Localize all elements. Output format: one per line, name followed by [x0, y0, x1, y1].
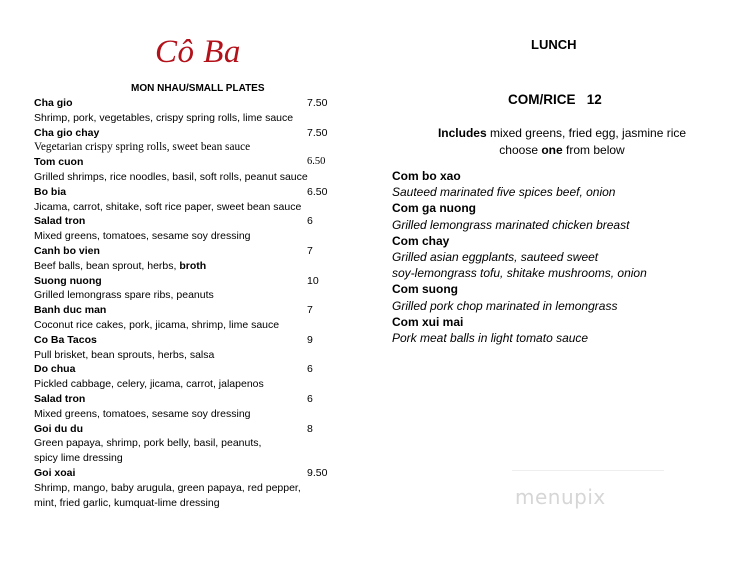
rice-item-description: Grilled lemongrass marinated chicken breast	[392, 217, 630, 232]
menu-item	[34, 422, 334, 466]
menupix-watermark: menupix	[515, 485, 606, 509]
includes-label: Includes	[437, 126, 487, 140]
menu-item-name: Bo bia	[34, 185, 67, 198]
rice-item	[392, 314, 732, 346]
menu-item-name: Suong nuong	[34, 274, 102, 287]
rice-item-description: Grilled asian eggplants, sauteed sweet	[392, 250, 599, 265]
menu-item-description	[34, 259, 334, 274]
rice-item-name: Com chay	[392, 233, 450, 248]
menu-item-price: 6.50	[307, 185, 328, 198]
menu-item-name: Co Ba Tacos	[34, 333, 97, 346]
choose-text-post: from below	[562, 142, 625, 157]
rice-item	[392, 233, 732, 282]
menu-item-description: Jicama, carrot, shitake, soft rice paper, sweet bean sauce	[34, 200, 302, 213]
menu-item-description: mint, fried garlic, kumquat-lime dressing	[34, 496, 220, 509]
menu-item	[34, 392, 334, 422]
menu-item-description-text: Beef balls, bean sprout, herbs,	[34, 259, 180, 272]
menu-item-name: Banh duc man	[34, 304, 107, 317]
menu-item-name: Salad tron	[34, 215, 86, 228]
menu-item	[34, 214, 334, 244]
menu-item-description: Vegetarian crispy spring rolls, sweet bean sauce	[34, 141, 251, 154]
menu-item-description: Shrimp, pork, vegetables, crispy spring rolls, lime sauce	[34, 111, 294, 124]
menu-item-price: 7	[307, 304, 313, 317]
menu-item-description: Pull brisket, bean sprouts, herbs, salsa	[34, 348, 215, 361]
rice-item-name: Com suong	[392, 282, 458, 297]
menu-item-price: 6.50	[307, 156, 326, 168]
menu-item-name: Cha gio chay	[34, 126, 100, 139]
rice-item-description: Sauteed marinated five spices beef, onion	[392, 185, 616, 200]
includes-text: mixed greens, fried egg, jasmine rice	[486, 126, 687, 140]
menu-item-description-bold: broth	[179, 259, 207, 272]
menu-item-price: 10	[307, 274, 319, 287]
rice-item-description: soy-lemongrass tofu, shitake mushrooms, onion	[392, 266, 647, 281]
rice-includes-note	[412, 125, 712, 158]
menu-item-price: 9.50	[307, 466, 328, 479]
menu-item-description: Mixed greens, tomatoes, sesame soy dressing	[34, 230, 251, 243]
menu-item	[34, 185, 334, 215]
menu-item-description: Green papaya, shrimp, pork belly, basil, peanuts,	[34, 437, 262, 450]
rice-item-description: Pork meat balls in light tomato sauce	[392, 331, 589, 346]
choose-text-bold: one	[541, 142, 563, 157]
menu-item-price: 6	[307, 392, 313, 405]
rice-item-name: Com xui mai	[392, 314, 464, 329]
menu-item	[34, 274, 334, 304]
menu-item	[34, 303, 334, 333]
menu-item-name: Cha gio	[34, 97, 73, 109]
menu-item-name: Do chua	[34, 363, 76, 376]
menu-item	[34, 333, 334, 363]
menu-item-name: Goi du du	[34, 422, 83, 435]
menu-item-description: spicy lime dressing	[34, 452, 123, 465]
choose-line	[412, 142, 712, 159]
menu-item-description: Coconut rice cakes, pork, jicama, shrimp, lime sauce	[34, 318, 280, 331]
menu-item-price: 7	[307, 244, 313, 257]
menu-item-price: 7.50	[307, 97, 328, 109]
rice-item-name: Com bo xao	[392, 169, 461, 183]
rice-item-description: Grilled pork chop marinated in lemongrass	[392, 298, 618, 313]
small-plates-title: MON NHAU/SMALL PLATES	[131, 83, 265, 94]
rice-section-title: COM/RICE 12	[508, 92, 602, 107]
menu-item	[34, 96, 334, 126]
rice-item-name: Com ga nuong	[392, 201, 476, 216]
rice-item	[392, 281, 732, 313]
menu-item-price: 7.50	[307, 126, 328, 139]
menu-item-name: Canh bo vien	[34, 244, 100, 257]
menu-item-name: Tom cuon	[34, 156, 84, 169]
menu-item-price: 8	[307, 422, 313, 435]
menu-item	[34, 126, 334, 156]
menu-item	[34, 362, 334, 392]
menu-item-description: Pickled cabbage, celery, jicama, carrot, jalapenos	[34, 378, 264, 391]
rice-dish-list	[392, 168, 732, 346]
menu-item-name: Salad tron	[34, 392, 86, 405]
restaurant-logo: Cô Ba	[155, 34, 241, 70]
includes-line	[412, 125, 712, 142]
menu-item-description: Mixed greens, tomatoes, sesame soy dressing	[34, 407, 251, 420]
menu-item-name: Goi xoai	[34, 466, 76, 479]
menu-item	[34, 466, 334, 510]
rice-item	[392, 168, 732, 200]
rice-item	[392, 200, 732, 232]
menu-item-price: 9	[307, 333, 313, 346]
menu-item-description: Shrimp, mango, baby arugula, green papaya, red pepper,	[34, 481, 301, 494]
small-plates-list	[34, 96, 334, 510]
choose-text-pre: choose	[499, 142, 542, 157]
menu-item-description: Grilled shrimps, rice noodles, basil, soft rolls, peanut sauce	[34, 170, 308, 183]
menu-item-description: Grilled lemongrass spare ribs, peanuts	[34, 289, 214, 302]
menu-item	[34, 155, 334, 185]
menu-item	[34, 244, 334, 274]
watermark-divider	[512, 470, 664, 471]
lunch-title: LUNCH	[531, 37, 577, 52]
menu-item-price: 6	[307, 215, 313, 228]
menu-item-price: 6	[307, 363, 313, 376]
